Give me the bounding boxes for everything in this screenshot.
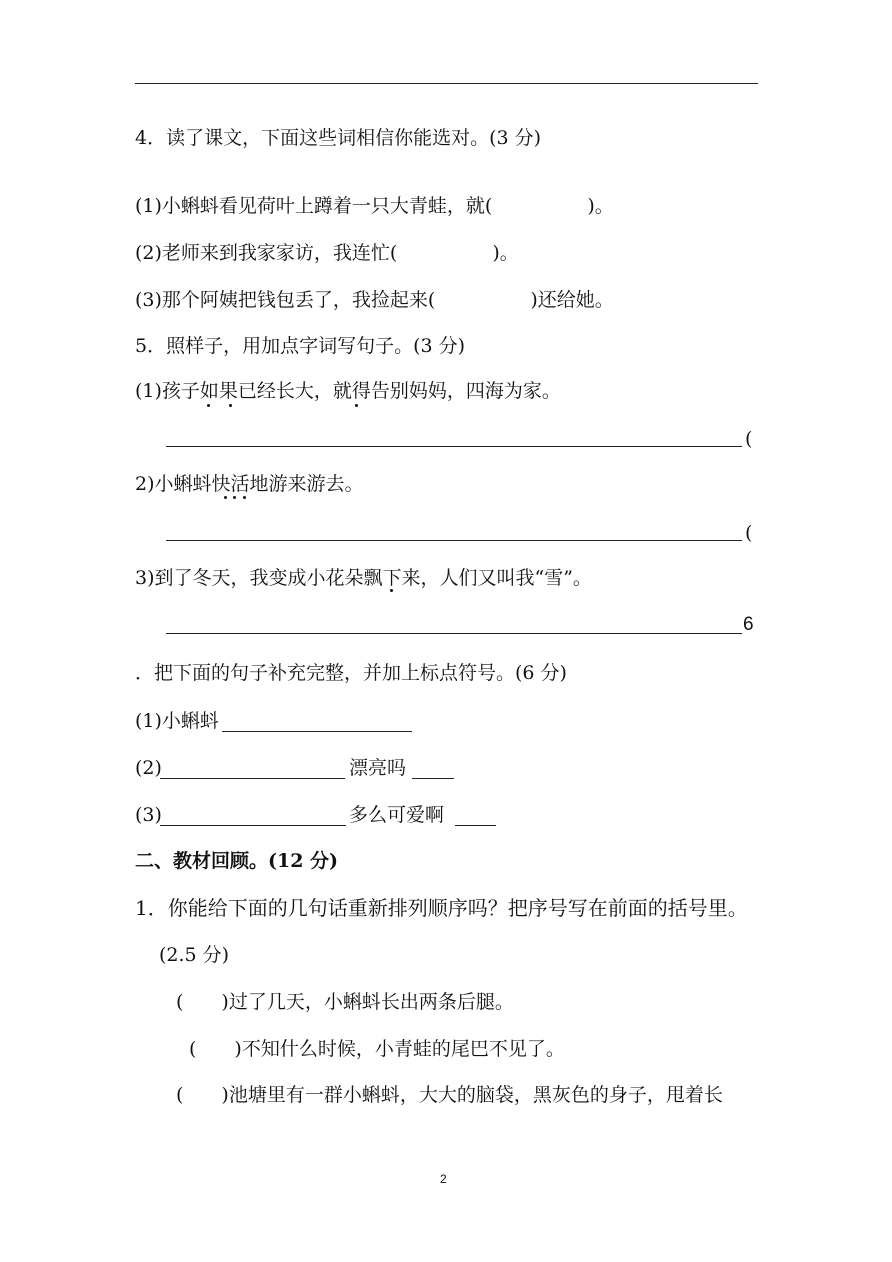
- q6-item-1-label: (1)小蝌蚪: [135, 710, 219, 732]
- emphasis-dot: [229, 404, 232, 407]
- answer-line-3[interactable]: [166, 633, 742, 634]
- paren-1: (: [745, 428, 753, 450]
- q6-item-3-text: 多么可爱啊: [349, 804, 445, 826]
- s2-q1-item-3: ( )池塘里有一群小蝌蚪，大大的脑袋，黑灰色的身子，甩着长: [176, 1084, 723, 1106]
- answer-line-2[interactable]: [166, 540, 742, 541]
- q6-item-3-blank[interactable]: [160, 825, 346, 826]
- q5-title: 5．照样子，用加点字词写句子。(3 分): [135, 335, 466, 357]
- q5-sentence-2: 2)小蝌蚪快活地游来游去。: [135, 473, 364, 495]
- q6-item-3-label: (3): [135, 804, 162, 826]
- q5-sentence-1: (1)孩子如果已经长大，就得告别妈妈，四海为家。: [135, 380, 561, 402]
- s2-q1-title: 1．你能给下面的几句话重新排列顺序吗？把序号写在前面的括号里。: [135, 896, 748, 920]
- paren-2: (: [745, 522, 753, 544]
- s2-q1-score: (2.5 分): [159, 944, 230, 966]
- s2-q1-item-2: ( )不知什么时候，小青蛙的尾巴不见了。: [189, 1038, 565, 1060]
- q6-item-2-blank[interactable]: [160, 778, 345, 779]
- emphasis-dot: [207, 404, 210, 407]
- s2-q1-item-1: ( )过了几天，小蝌蚪长出两条后腿。: [176, 991, 514, 1013]
- q6-item-2-punct-blank[interactable]: [412, 778, 454, 779]
- q6-item-2-label: (2): [135, 757, 162, 779]
- q6-item-3-punct-blank[interactable]: [455, 825, 496, 826]
- emphasis-dot: [355, 404, 358, 407]
- emphasis-dot: [243, 496, 246, 499]
- emphasis-dot: [390, 589, 393, 592]
- q6-title: ．把下面的句子补充完整，并加上标点符号。(6 分): [135, 662, 567, 684]
- q4-item-3: (3)那个阿姨把钱包丢了，我捡起来( )还给她。: [135, 289, 614, 311]
- q6-item-1-blank[interactable]: [222, 731, 412, 732]
- q4-title: 4．读了课文，下面这些词相信你能选对。(3 分): [135, 127, 542, 149]
- q4-item-1: (1)小蝌蚪看见荷叶上蹲着一只大青蛙，就( )。: [135, 195, 614, 217]
- header-rule: [135, 83, 758, 84]
- emphasis-dot: [233, 496, 236, 499]
- section-2-title: 二、教材回顾。(12 分): [135, 850, 339, 872]
- page-number: 2: [440, 1172, 447, 1186]
- question-number-6: 6: [743, 614, 754, 635]
- q5-sentence-3: 3)到了冬天，我变成小花朵飘下来，人们又叫我“雪”。: [135, 567, 592, 589]
- emphasis-dot: [224, 496, 227, 499]
- q4-item-2: (2)老师来到我家家访，我连忙( )。: [135, 242, 519, 264]
- q6-item-2-text: 漂亮吗: [349, 757, 407, 779]
- answer-line-1[interactable]: [166, 446, 742, 447]
